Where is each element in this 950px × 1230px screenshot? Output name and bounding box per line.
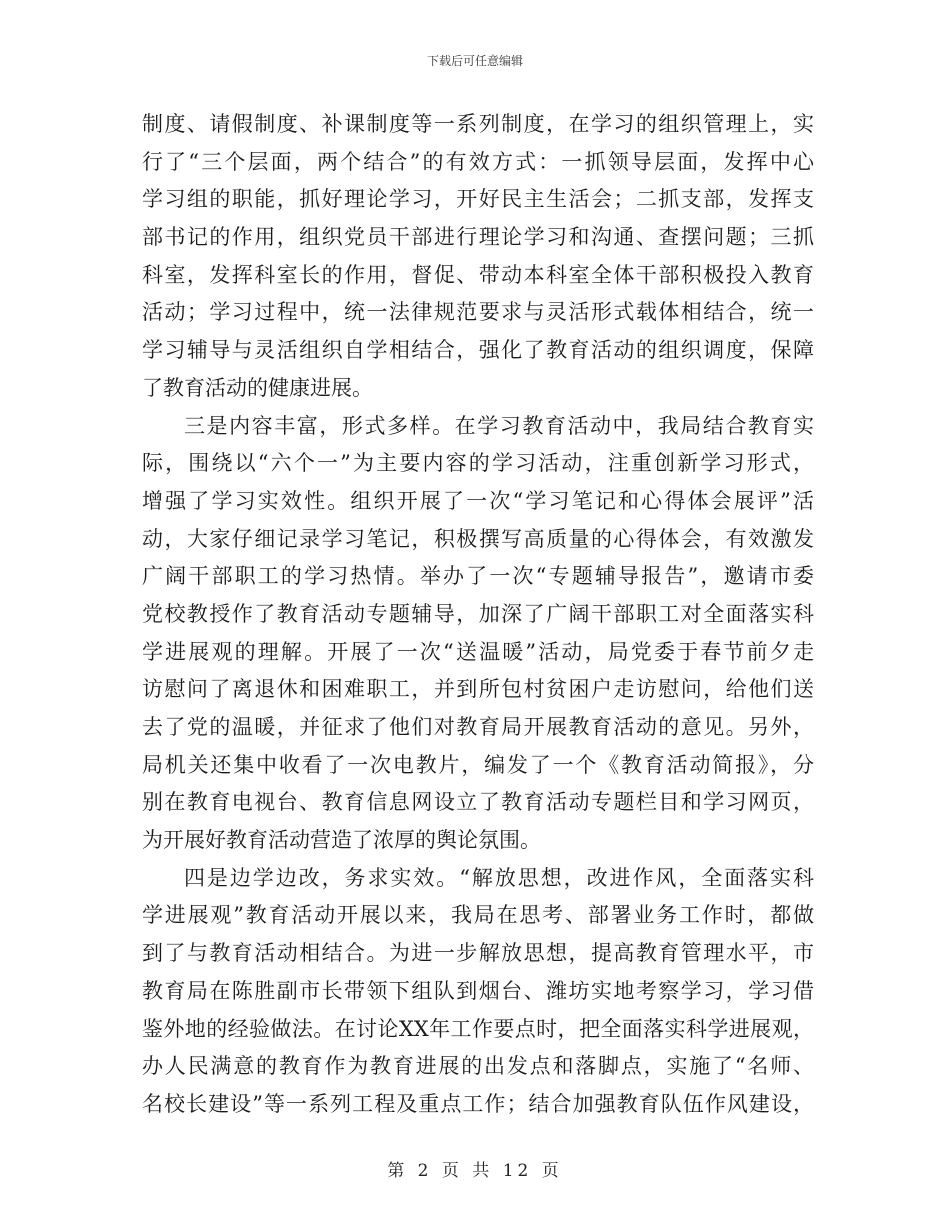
text-line: 活动；学习过程中，统一法律规范要求与灵活形式载体相结合，统一 — [142, 300, 814, 325]
text-line: 名校长建设”等一系列工程及重点工作；结合加强教育队伍作风建设， — [142, 1091, 814, 1116]
document-body — [142, 106, 814, 1124]
text-line: 为开展好教育活动营造了浓厚的舆论氛围。 — [142, 828, 541, 853]
text-line: 学进展观的理解。开展了一次“送温暖”活动，局党委于春节前夕走 — [142, 639, 814, 664]
text-line: 鉴外地的经验做法。在讨论XX年工作要点时，把全面落实科学进展观， — [142, 1016, 814, 1041]
text-line: 去了党的温暖，并征求了他们对教育局开展教育活动的意见。另外， — [142, 715, 814, 739]
text-line: 局机关还集中收看了一次电教片，编发了一个《教育活动简报》，分 — [142, 752, 814, 777]
text-line: 学习组的职能，抓好理论学习，开好民主生活会；二抓支部，发挥支 — [142, 187, 814, 212]
text-line: 别在教育电视台、教育信息网设立了教育活动专题栏目和学习网页， — [142, 790, 814, 815]
text-line: 增强了学习实效性。组织开展了一次“学习笔记和心得体会展评”活 — [142, 488, 814, 513]
text-line: 制度、请假制度、补课制度等一系列制度，在学习的组织管理上，实 — [142, 112, 814, 136]
text-line: 党校教授作了教育活动专题辅导，加深了广阔干部职工对全面落实科 — [142, 601, 814, 626]
text-line: 部书记的作用，组织党员干部进行理论学习和沟通、查摆问题；三抓 — [142, 225, 814, 250]
text-line: 动，大家仔细记录学习笔记，积极撰写高质量的心得体会，有效激发 — [142, 526, 814, 551]
text-line: 际，围绕以“六个一”为主要内容的学习活动，注重创新学习形式， — [142, 451, 814, 476]
text-line: 到了与教育活动相结合。为进一步解放思想，提高教育管理水平，市 — [142, 941, 814, 966]
text-line: 学进展观”教育活动开展以来，我局在思考、部署业务工作时，都做 — [142, 903, 814, 928]
page-header: 下载后可任意编辑 — [426, 54, 523, 68]
text-line: 行了“三个层面，两个结合”的有效方式：一抓领导层面，发挥中心 — [142, 149, 814, 174]
text-line: 三是内容丰富，形式多样。在学习教育活动中，我局结合教育实 — [184, 413, 814, 438]
text-line: 四是边学边改，务求实效。“解放思想，改进作风，全面落实科 — [184, 865, 814, 890]
page-footer: 第 2 页 共 12 页 — [387, 1161, 563, 1181]
text-line: 科室，发挥科室长的作用，督促、带动本科室全体干部积极投入教育 — [142, 262, 814, 287]
text-line: 了教育活动的健康进展。 — [142, 375, 373, 400]
text-line: 访慰问了离退休和困难职工，并到所包村贫困户走访慰问，给他们送 — [142, 677, 814, 702]
text-line: 广阔干部职工的学习热情。举办了一次“专题辅导报告”，邀请市委 — [142, 564, 814, 589]
text-line: 办人民满意的教育作为教育进展的出发点和落脚点，实施了“名师、 — [142, 1054, 814, 1079]
text-line: 教育局在陈胜副市长带领下组队到烟台、潍坊实地考察学习，学习借 — [142, 978, 814, 1003]
text-line: 学习辅导与灵活组织自学相结合，强化了教育活动的组织调度，保障 — [142, 338, 814, 363]
